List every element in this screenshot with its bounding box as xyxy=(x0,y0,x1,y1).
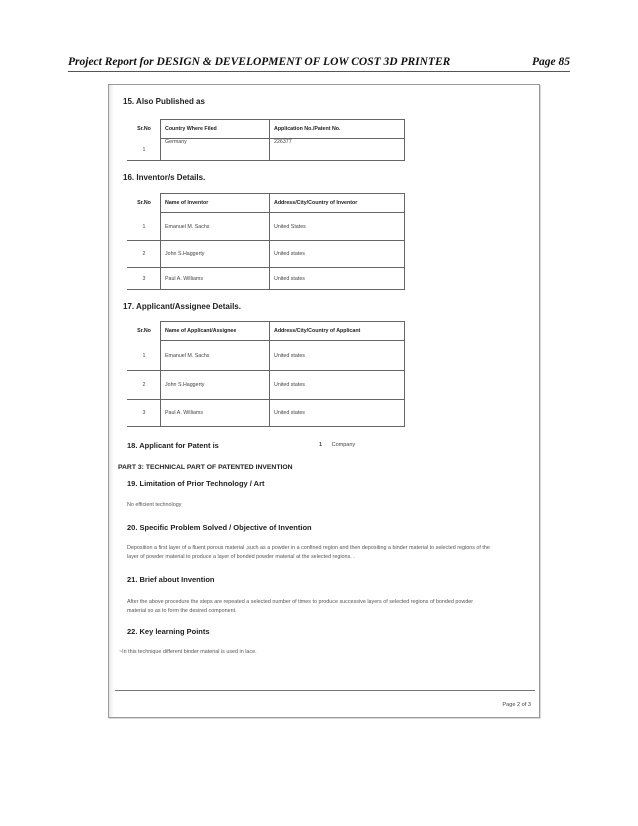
inventor-table xyxy=(127,193,405,290)
col-name: Name of Inventor xyxy=(161,194,270,213)
cell-name: John S.Haggerty xyxy=(161,371,270,400)
cell-name: Paul A. Williams xyxy=(161,268,270,290)
cell-name: John S.Haggerty xyxy=(161,241,270,268)
applicant-type-number: 1 xyxy=(319,442,323,448)
cell-sr: 3 xyxy=(128,268,161,290)
table-row xyxy=(128,268,405,290)
table-row xyxy=(128,213,405,241)
applicant-type-row xyxy=(127,441,427,450)
section-22-title: 22. Key learning Points xyxy=(127,627,210,636)
report-title: Project Report for DESIGN & DEVELOPMENT OF LOW COST 3D PRINTER xyxy=(68,56,451,68)
page-number: Page 85 xyxy=(531,56,570,68)
cell-address: United States xyxy=(270,213,405,241)
cell-name: Emanuel M. Sachs xyxy=(161,213,270,241)
applicant-type-text: Company xyxy=(331,442,356,448)
section-22-text: ~In this technique different binder material is used in lace. xyxy=(119,649,257,655)
cell-address: United states xyxy=(270,268,405,290)
section-16-title: 16. Inventor/s Details. xyxy=(123,173,206,182)
applicant-table xyxy=(127,321,405,427)
cell-sr: 1 xyxy=(128,341,161,371)
cell-name: Emanuel M. Sachs xyxy=(161,341,270,371)
section-19-text: No efficient technology xyxy=(127,502,182,508)
cell-name: Paul A. Williams xyxy=(161,400,270,427)
cell-sr: 1 xyxy=(128,213,161,241)
cell-sr: 2 xyxy=(128,371,161,400)
table-header-row xyxy=(128,120,405,139)
cell-country: Germany xyxy=(161,139,270,161)
section-20-text-1: Deposition a first layer of a fluent porous material ,such as a powder in a confined region and then depositing a binder material to selected regions of the xyxy=(127,545,490,551)
col-sr: Sr.No xyxy=(128,194,161,213)
col-address: Address/City/Country of Applicant xyxy=(270,322,405,341)
section-21-title: 21. Brief about Invention xyxy=(127,575,215,584)
scanned-patent-page xyxy=(108,84,540,718)
section-18-title: 18. Applicant for Patent is xyxy=(127,441,219,450)
col-application-no: Application No./Patent No. xyxy=(270,120,405,139)
footer-divider xyxy=(115,690,535,691)
also-published-table xyxy=(127,119,405,161)
section-21-text-1: After the above procedure the steps are repeated a selected number of times to produce successive layers of selected regions of bonded powder xyxy=(127,599,474,605)
table-header-row xyxy=(128,322,405,341)
table-row xyxy=(128,371,405,400)
cell-application-no: 226377 xyxy=(270,139,405,161)
section-19-title: 19. Limitation of Prior Technology / Art xyxy=(127,479,265,488)
applicant-type-value xyxy=(319,442,355,448)
report-header xyxy=(68,56,570,72)
col-address: Address/City/Country of Inventor xyxy=(270,194,405,213)
table-row xyxy=(128,341,405,371)
section-17-title: 17. Applicant/Assignee Details. xyxy=(123,302,241,311)
cell-address: United states xyxy=(270,241,405,268)
cell-sr: 2 xyxy=(128,241,161,268)
section-20-text-2: layer of powder material to produce a layer of bonded powder material at the selected regions. . xyxy=(127,554,355,560)
cell-address: United states xyxy=(270,400,405,427)
cell-address: United states xyxy=(270,371,405,400)
cell-address: United states xyxy=(270,341,405,371)
col-name: Name of Applicant/Assignee xyxy=(161,322,270,341)
cell-sr: 3 xyxy=(128,400,161,427)
section-15-title: 15. Also Published as xyxy=(123,97,205,106)
table-header-row xyxy=(128,194,405,213)
section-21-text-2: material so as to form the desired component. xyxy=(127,608,237,614)
part-3-title: PART 3: TECHNICAL PART OF PATENTED INVENTION xyxy=(118,464,293,471)
scan-page-indicator: Page 2 of 3 xyxy=(502,702,531,708)
col-sr: Sr.No xyxy=(128,120,161,139)
table-row xyxy=(128,241,405,268)
table-row xyxy=(128,400,405,427)
section-20-title: 20. Specific Problem Solved / Objective of Invention xyxy=(127,523,312,532)
table-row xyxy=(128,139,405,161)
col-sr: Sr.No xyxy=(128,322,161,341)
col-country: Country Where Filed xyxy=(161,120,270,139)
cell-sr: 1 xyxy=(128,139,161,161)
